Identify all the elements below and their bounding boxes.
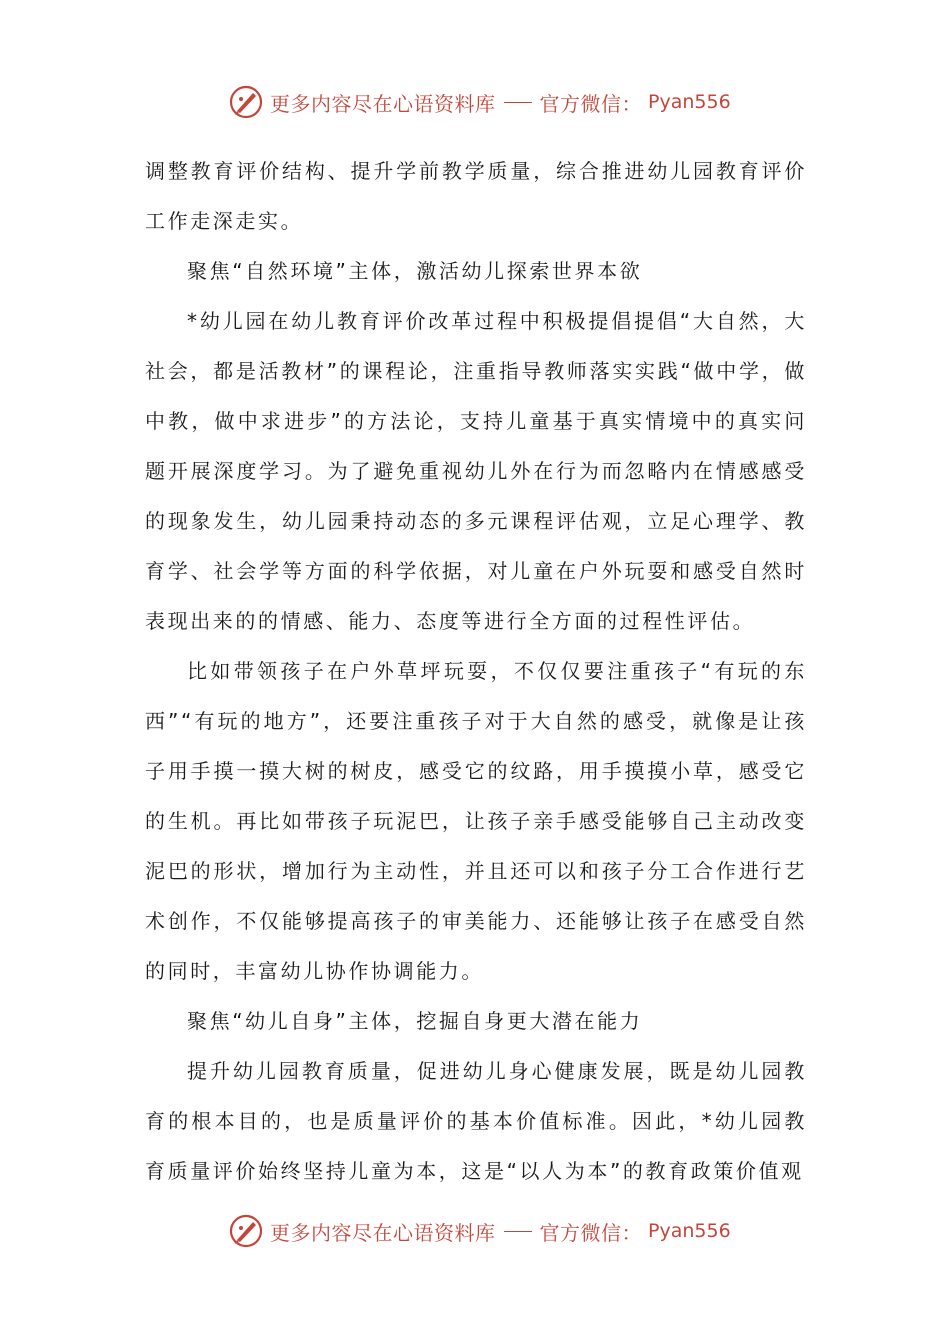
- banner-wechat-id: Pyan556: [648, 1220, 731, 1242]
- banner-title: 更多内容尽在心语资料库: [270, 1220, 496, 1245]
- banner-title: 更多内容尽在心语资料库: [270, 91, 496, 116]
- banner-dash: [504, 102, 532, 103]
- banner-wechat-id: Pyan556: [648, 91, 731, 113]
- paragraph: 调整教育评价结构、提升学前教学质量，综合推进幼儿园教育评价工作走深走实。: [145, 159, 807, 233]
- paragraph: *幼儿园在幼儿教育评价改革过程中积极提倡提倡“大自然，大社会，都是活教材”的课程论，注重指导教师落实实践“做中学，做中教，做中求进步”的方法论，支持儿童基于真实情境中的真实问题开展深度学习。为了避免重视幼儿外在行为而忽略内在情感感受的现象发生，幼儿园秉持动态的多元课程评估观，立足心理学、教育学、社会学等方面的科学依据，对儿童在户外玩耍和感受自然时表现出来的的情感、能力、态度等进行全方面的过程性评估。: [145, 309, 807, 633]
- document-body: [145, 146, 807, 1196]
- footer-banner: [228, 1211, 731, 1251]
- section-heading: 聚焦“幼儿自身”主体，挖掘自身更大潜在能力: [187, 1009, 643, 1033]
- paragraph: 比如带领孩子在户外草坪玩耍，不仅仅要注重孩子“有玩的东西”“有玩的地方”，还要注重孩子对于大自然的感受，就像是让孩子用手摸一摸大树的树皮，感受它的纹路，用手摸摸小草，感受它的生机。再比如带孩子玩泥巴，让孩子亲手感受能够自己主动改变泥巴的形状，增加行为主动性，并且还可以和孩子分工合作进行艺术创作，不仅能够提高孩子的审美能力、还能够让孩子在感受自然的同时，丰富幼儿协作协调能力。: [145, 659, 807, 983]
- banner-dash: [504, 1231, 532, 1232]
- paragraph: 提升幼儿园教育质量，促进幼儿身心健康发展，既是幼儿园教育的根本目的，也是质量评价的基本价值标准。因此，*幼儿园教育质量评价始终坚持儿童为本，这是“以人为本”的教育政策价值观: [145, 1059, 807, 1183]
- header-banner: [228, 82, 731, 122]
- banner-wechat-label: 官方微信：: [539, 1220, 642, 1245]
- pen-logo-icon: [228, 1213, 264, 1249]
- pen-logo-icon: [228, 84, 264, 120]
- section-heading: 聚焦“自然环境”主体，激活幼儿探索世界本欲: [187, 259, 643, 283]
- banner-wechat-label: 官方微信：: [539, 91, 642, 116]
